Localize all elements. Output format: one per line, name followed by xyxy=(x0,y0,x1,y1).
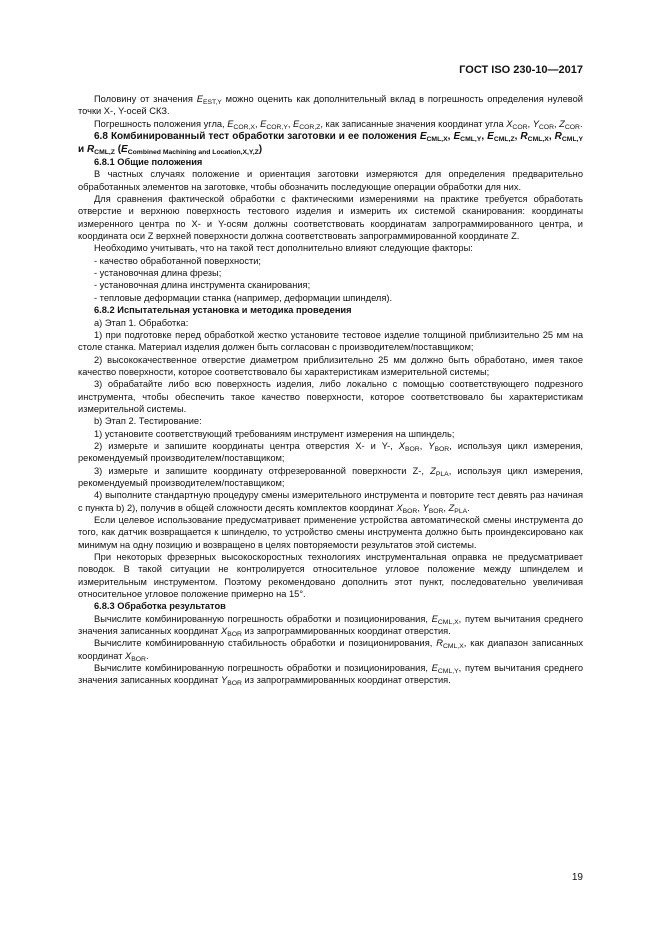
section-heading: 6.8.3 Обработка результатов xyxy=(94,601,226,612)
paragraph: 2) измерьте и запишите координаты центра отверстия X- и Y-, $X_{BOR}$, $Y_{BOR}$, используя цикл измерения, рекомендуемый производителем/поставщиком; xyxy=(78,440,583,464)
list-item: - установочная длина инструмента сканирования; xyxy=(94,280,311,291)
paragraph: Если целевое использование предусматривает применение устройства автоматической смены инструмента до того, как датчик возвращается к шпинделю, то устройство смены инструмента должно быть проиндексировано как минимум на одну позицию и возвращено в целях повторяемости результатов этой системы. xyxy=(78,515,583,550)
page-number: 19 xyxy=(571,872,583,883)
paragraph: Для сравнения фактической обработки с фактическими измерениями на практике требуется обработать отверстие и верхнюю поверхность тестового изделия и измерить их системой сканирования: координаты измеренного центра по X- и Y-осям должны соответствовать координатам запрограммированного центра, и координата оси Z верхней поверхности должна соответствовать запрограммированной координате Z. xyxy=(78,194,583,242)
paragraph: Погрешность положения угла, $E_{COR,X}$, $E_{COR,Y}$, $E_{COR,Z}$, как записанные значения координат угла $X_{COR}$, $Y_{COR}$, $Z_{COR}$. xyxy=(94,118,583,131)
section-heading: 6.8.1 Общие положения xyxy=(94,157,203,168)
document-body xyxy=(78,93,583,687)
paragraph: Вычислите комбинированную стабильность обработки и позиционирования, $R_{CML,X}$, как диапазон записанных координат $X_{BOR}$. xyxy=(78,638,584,663)
section-heading: 6.8.2 Испытательная установка и методика проведения xyxy=(94,305,352,316)
paragraph: Вычислите комбинированную погрешность обработки и позиционирования, $E_{CML,X}$, путем вычитания среднего значения записанных координат $X_{BOR}$ из запрограммированных координат отверстия. xyxy=(78,613,583,639)
section-heading: 6.8 Комбинированный тест обработки заготовки и ее положения $E_{CML,X}$, $E_{CML,Y}$, $E_{CML,Z}$, $R_{CML,X}$, $R_{CML,Y}$ и $R_{CML,Z}$ $(E_{Combined Machining and Location,X,Y,Z})$ xyxy=(78,131,584,157)
paragraph: В частных случаях положение и ориентация заготовки измеряются для определения предварительно обработанных элементов на заготовке, чтобы обозначить последующие операции обработки для них. xyxy=(78,169,583,192)
paragraph: b) Этап 2. Тестирование: xyxy=(94,416,202,427)
paragraph: Вычислите комбинированную погрешность обработки и позиционирования, $E_{CML,Y}$, путем вычитания среднего значения записанных координат $Y_{BOR}$ из запрограммированных координат отверстия. xyxy=(78,663,583,688)
paragraph: 1) при подготовке перед обработкой жестко установите тестовое изделие толщиной приблизительно 25 мм на столе станка. Материал изделия должен быть согласован с производителем/поставщиком; xyxy=(78,329,583,353)
paragraph: 1) установите соответствующий требованиям инструмент измерения на шпиндель; xyxy=(94,428,455,439)
paragraph: а) Этап 1. Обработка: xyxy=(94,317,189,328)
paragraph: 2) высококачественное отверстие диаметром приблизительно 25 мм должно быть обработано, имея такое качество поверхности, которое соответствовало бы характеристикам измерительной системы; xyxy=(78,354,583,377)
list-item: - тепловые деформации станка (например, деформации шпинделя). xyxy=(94,292,393,303)
paragraph: 3) измерьте и запишите координату отфрезерованной поверхности Z-, $Z_{PLA}$, используя цикл измерения, рекомендуемый производителем/поставщиком; xyxy=(78,465,583,488)
document-code: ГОСТ ISO 230-10—2017 xyxy=(459,64,583,76)
paragraph: 4) выполните стандартную процедуру смены измерительного инструмента и повторите тест девять раз начиная с пункта b) 2), получив в общей сложности десять комплектов координат $X_{BOR}$, $Y_{BOR}$, $Z_{PLA}$. xyxy=(78,490,583,515)
list-item: - качество обработанной поверхности; xyxy=(94,255,262,266)
list-item: - установочная длина фрезы; xyxy=(94,268,222,279)
paragraph: Половину от значения $E_{EST,Y}$ можно оценить как дополнительный вклад в погрешность определения нулевой точки X-, Y-осей СКЗ. xyxy=(78,94,583,117)
paragraph: При некоторых фрезерных высокоскоростных технологиях инструментальная оправка не предусматривает поводок. В такой ситуации не контролируется относительное угловое положение между шпинделем и измерительным инструментом. Поэтому рекомендовано дополнить этот пункт, последовательно увеличивая относительное угловое положение примерно на 15°. xyxy=(78,552,583,600)
paragraph: Необходимо учитывать, что на такой тест дополнительно влияют следующие факторы: xyxy=(94,243,473,254)
paragraph: 3) обрабатайте либо всю поверхность изделия, либо локально с помощью соответствующего подрезного инструмента, чтобы обеспечить такое качество поверхности, которое соответствовало бы характеристикам измерительной системы. xyxy=(78,379,583,414)
